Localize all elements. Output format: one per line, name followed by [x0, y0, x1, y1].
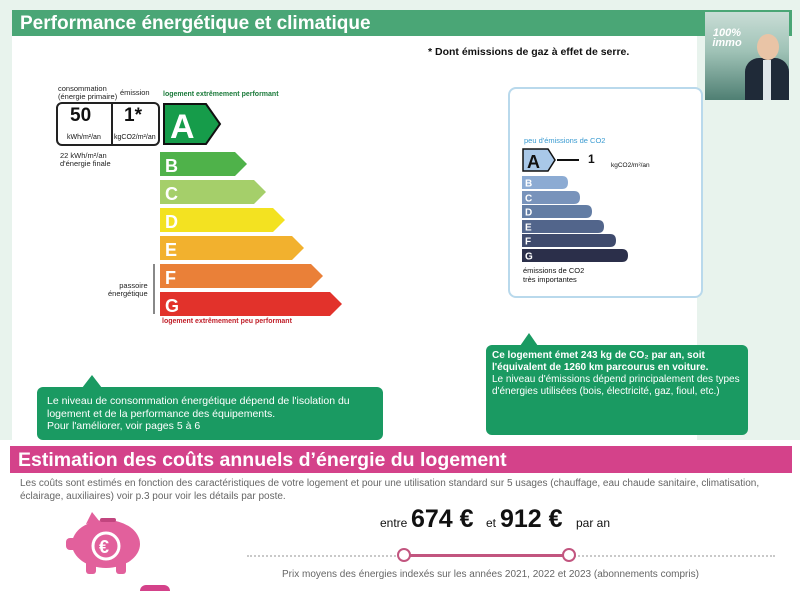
piggy-leg-1	[86, 560, 96, 574]
energy-class-f-bar	[160, 264, 323, 288]
energy-class-d-shape	[160, 208, 285, 232]
passoire-label: passoire énergétique	[108, 281, 148, 298]
energy-class-e-bar	[160, 236, 304, 260]
co2-class-e-shape	[522, 220, 604, 233]
co2-class-b-bar	[522, 176, 568, 189]
piggy-leg-2	[116, 560, 126, 574]
co2-class-e-letter: E	[525, 222, 532, 233]
worst-performance-label: logement extrêmement peu performant	[162, 318, 292, 325]
passoire-bracket	[153, 264, 155, 314]
piggy-snout	[66, 538, 78, 550]
costs-description: Les coûts sont estimés en fonction des caractéristiques de votre logement et pour une utilisation standard sur 5 usages (chauffage, eau chaude sanitaire, climatisation, éclairage, auxiliaires) voir p.3 pour voir les détails par poste.	[20, 478, 760, 502]
energy-class-b-letter: B	[165, 156, 178, 176]
co2-class-g-bar	[522, 249, 628, 262]
energy-class-a-letter: A	[170, 108, 195, 146]
co2-class-f-shape	[522, 234, 616, 247]
energy-class-c-bar	[160, 180, 266, 204]
co2-class-b-letter: B	[525, 178, 533, 189]
co2-class-a-arrow	[522, 148, 556, 172]
co2-class-d-bar	[522, 205, 592, 218]
co2-value: 1	[588, 152, 595, 166]
piggy-coin-slot	[100, 518, 116, 522]
energy-value-box	[56, 102, 160, 146]
energy-class-f-shape	[160, 264, 323, 288]
value-box-divider	[111, 104, 113, 144]
energy-class-g-letter: G	[165, 296, 180, 316]
decorative-tab	[140, 585, 170, 591]
consumption-value: 50	[70, 105, 92, 126]
emission-value: 1*	[124, 105, 142, 126]
cost-range-segment	[404, 554, 570, 557]
co2-footer: émissions de CO2 très importantes	[523, 266, 585, 284]
agent-head	[757, 34, 779, 60]
energy-class-a-arrow	[162, 102, 222, 146]
co2-class-f-bar	[522, 234, 616, 247]
co2-class-g-shape	[522, 249, 628, 262]
energy-class-e-shape	[160, 236, 304, 260]
agency-logo-line1: 100%	[712, 27, 742, 39]
section-title-performance: Performance énergétique et climatique	[12, 10, 792, 36]
piggy-ear	[86, 512, 100, 524]
co2-unit: kgCO2/m²/an	[611, 162, 650, 169]
co2-class-e-bar	[522, 220, 604, 233]
cost-max-marker	[562, 548, 576, 562]
energy-class-g-shape	[160, 292, 342, 316]
piggy-bank-icon	[60, 510, 152, 576]
agent-photo	[705, 12, 789, 100]
energy-class-d-bar	[160, 208, 285, 232]
section-title-costs: Estimation des coûts annuels d’énergie du logement	[10, 446, 792, 473]
agency-logo	[709, 28, 745, 48]
energy-class-g-bar	[160, 292, 342, 316]
energy-class-e-letter: E	[165, 240, 178, 260]
co2-class-c-bar	[522, 191, 580, 204]
co2-pointer-line	[557, 159, 579, 161]
consumption-unit: kWh/m²/an	[67, 134, 101, 141]
co2-class-g-letter: G	[525, 251, 533, 262]
consumption-info-bubble: Le niveau de consommation énergétique dépend de l'isolation du logement et de la performance des équipements. Pour l'améliorer, voir pages 5 à 6	[37, 387, 383, 440]
consumption-header: consommation (énergie primaire)	[58, 84, 118, 101]
agent-shirt	[763, 60, 771, 100]
per-year-label: par an	[576, 516, 611, 530]
co2-class-f-letter: F	[525, 236, 532, 247]
final-energy-note: 22 kWh/m²/an d'énergie finale	[60, 151, 111, 168]
emissions-explanation: Le niveau d'émissions dépend principalement des types d'énergies utilisées (bois, électricité, gaz, fioul, etc.)	[492, 374, 740, 397]
energy-class-c-letter: C	[165, 184, 178, 204]
top-performance-label: logement extrêmement performant	[163, 91, 279, 98]
energy-class-b-bar	[160, 152, 247, 176]
cost-min: 674 €	[411, 505, 474, 533]
emissions-summary: Ce logement émet 243 kg de CO₂ par an, soit l'équivalent de 1260 km parcourus en voiture.	[492, 350, 709, 373]
co2-header: peu d'émissions de CO2	[524, 136, 606, 145]
agency-logo-line2: immo	[712, 37, 742, 49]
euro-symbol: €	[99, 537, 110, 557]
co2-class-d-letter: D	[525, 207, 533, 218]
emission-unit: kgCO2/m²/an	[114, 134, 156, 141]
price-footnote: Prix moyens des énergies indexés sur les années 2021, 2022 et 2023 (abonnements compris)	[282, 569, 699, 580]
energy-class-f-letter: F	[165, 268, 176, 288]
energy-class-d-letter: D	[165, 212, 178, 232]
emission-header: émission	[120, 88, 150, 97]
co2-class-d-shape	[522, 205, 592, 218]
range-and-word: et	[486, 516, 497, 530]
co2-class-c-letter: C	[525, 193, 533, 204]
co2-class-a-letter: A	[527, 152, 540, 172]
ghg-note: * Dont émissions de gaz à effet de serre.	[428, 46, 630, 58]
cost-max: 912 €	[500, 505, 563, 533]
emissions-info-bubble	[486, 345, 748, 435]
range-between-word: entre	[380, 516, 408, 530]
cost-min-marker	[397, 548, 411, 562]
